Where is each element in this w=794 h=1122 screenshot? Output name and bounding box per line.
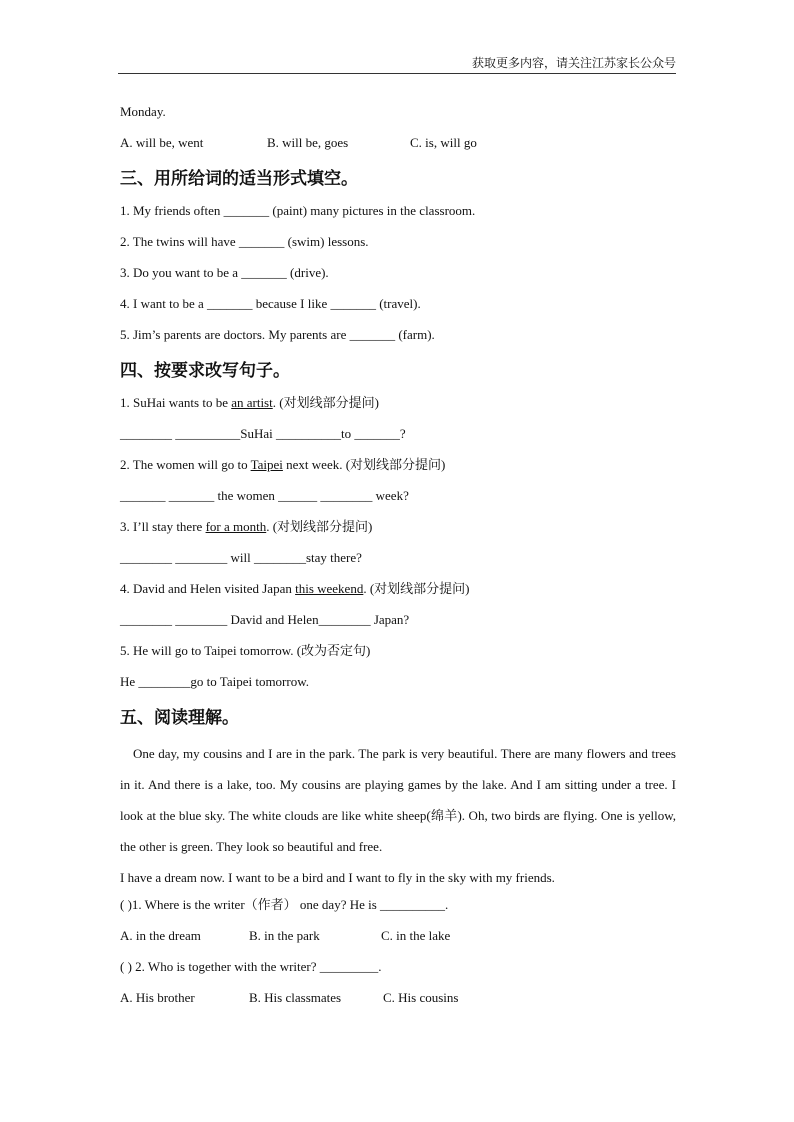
rewrite-item-3	[120, 515, 676, 546]
rewrite-answer-1: ________ __________SuHai __________to _______?	[120, 426, 406, 441]
q2-option-c: C. His cousins	[383, 990, 459, 1005]
option-a: A. will be, went	[120, 135, 204, 150]
rewrite-item-4	[120, 577, 676, 608]
rewrite-item-4-post: . (对划线部分提问)	[363, 581, 470, 596]
page-header	[118, 56, 676, 74]
question-1-stem: ( )1. Where is the writer（作者） one day? He is __________.	[120, 897, 449, 912]
section-4-title: 四、按要求改写句子。	[120, 361, 290, 381]
q2-option-a: A. His brother	[120, 990, 195, 1005]
worksheet-content	[120, 100, 676, 1017]
section-3-title: 三、用所给词的适当形式填空。	[120, 169, 358, 189]
fill-item-2: 2. The twins will have _______ (swim) lessons.	[120, 234, 369, 249]
rewrite-item-3-post: . (对划线部分提问)	[266, 519, 373, 534]
rewrite-item-1-post: . (对划线部分提问)	[272, 395, 379, 410]
fill-item-4: 4. I want to be a _______ because I like _______ (travel).	[120, 296, 421, 311]
rewrite-item-2-pre: 2. The women will go to	[120, 457, 251, 472]
rewrite-item-1-underlined: an artist	[231, 395, 273, 410]
question-1-options	[120, 924, 676, 955]
rewrite-item-4-pre: 4. David and Helen visited Japan	[120, 581, 296, 596]
rewrite-answer-5: He ________go to Taipei tomorrow.	[120, 674, 310, 689]
rewrite-item-1	[120, 391, 676, 422]
question-2-options	[120, 986, 676, 1017]
carryover-text: Monday.	[120, 104, 166, 119]
carryover-options	[120, 131, 676, 162]
rewrite-answer-2: _______ _______ the women ______ ________ week?	[120, 488, 409, 503]
q1-option-a: A. in the dream	[120, 928, 201, 943]
rewrite-item-5	[120, 639, 676, 670]
header-text: 获取更多内容，请关注江苏家长公众号	[471, 56, 676, 70]
fill-item-5: 5. Jim’s parents are doctors. My parents are _______ (farm).	[120, 327, 435, 342]
rewrite-item-3-underlined: for a month	[205, 519, 267, 534]
rewrite-item-1-pre: 1. SuHai wants to be	[120, 395, 232, 410]
reading-passage-2: I have a dream now. I want to be a bird and I want to fly in the sky with my friends.	[120, 870, 555, 885]
option-b: B. will be, goes	[267, 135, 349, 150]
rewrite-answer-4: ________ ________ David and Helen________ Japan?	[120, 612, 410, 627]
rewrite-item-2-underlined: Taipei	[250, 457, 283, 472]
rewrite-item-2-post: next week. (对划线部分提问)	[282, 457, 446, 472]
fill-item-1: 1. My friends often _______ (paint) many pictures in the classroom.	[120, 203, 476, 218]
q1-option-b: B. in the park	[249, 928, 320, 943]
reading-passage: One day, my cousins and I are in the park. The park is very beautiful. There are many flowers and trees in it. And there is a lake, too. My cousins are playing games by the lake. And I am sitting under a tree. I look at the blue sky. The white clouds are like white sheep(绵羊). Oh, two birds are flying. One is yellow, the other is green. They look so beautiful and free.	[120, 746, 676, 854]
rewrite-item-3-pre: 3. I’ll stay there	[120, 519, 206, 534]
section-5-title: 五、阅读理解。	[120, 708, 239, 728]
fill-item-3: 3. Do you want to be a _______ (drive).	[120, 265, 329, 280]
question-2-stem: ( ) 2. Who is together with the writer? _________.	[120, 959, 382, 974]
option-c: C. is, will go	[410, 135, 477, 150]
rewrite-item-4-underlined: this weekend	[295, 581, 364, 596]
rewrite-item-5-pre: 5. He will go to Taipei tomorrow. (改为否定句)	[120, 643, 371, 658]
q2-option-b: B. His classmates	[249, 990, 342, 1005]
rewrite-answer-3: ________ ________ will ________stay there?	[120, 550, 362, 565]
rewrite-item-2	[120, 453, 676, 484]
q1-option-c: C. in the lake	[381, 928, 451, 943]
